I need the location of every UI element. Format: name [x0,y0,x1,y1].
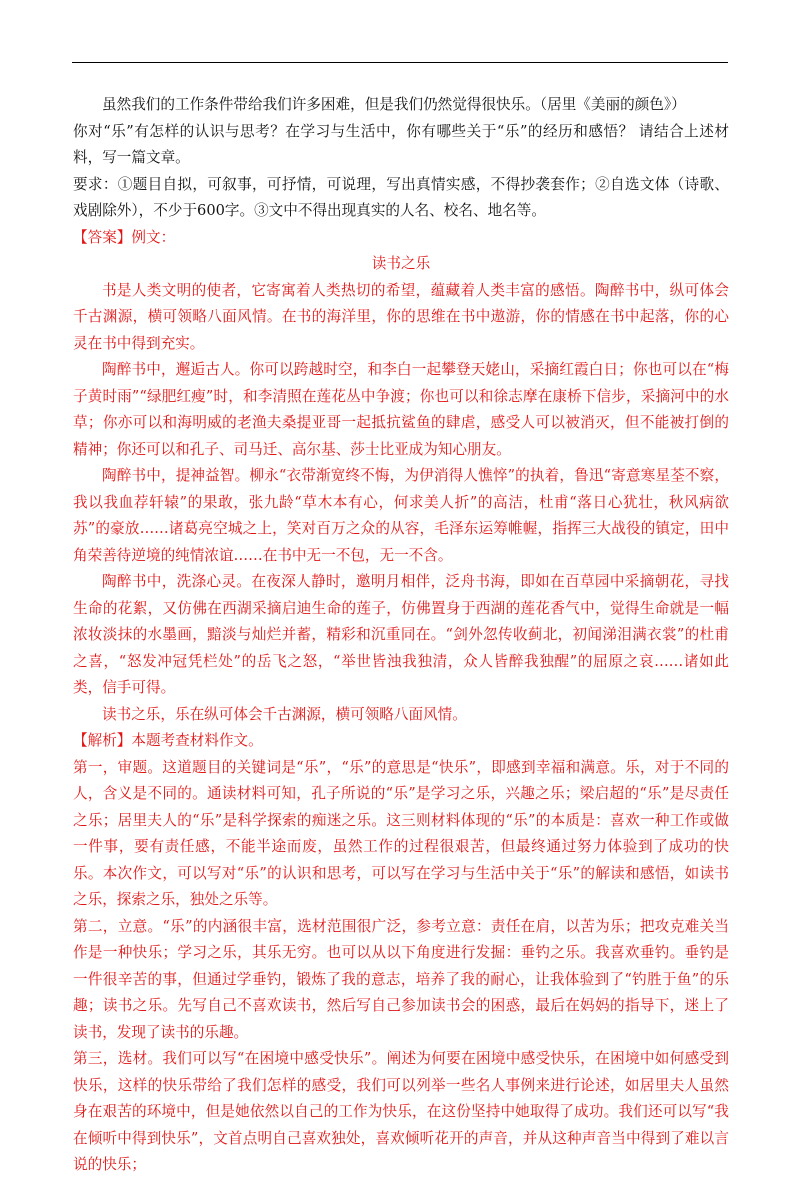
essay-paragraph: 书是人类文明的使者，它寄寓着人类热切的希望，蕴藏着人类丰富的感悟。陶醉书中，纵可体会千古渊源，横可领略八面风情。在书的海洋里，你的思维在书中遨游，你的情感在书中起落，你的心灵在书中得到充实。 [73,281,729,352]
analysis-header [73,728,729,755]
essay-paragraph: 陶醉书中，洗涤心灵。在夜深人静时，邀明月相伴，泛舟书海，即如在百草园中采摘朝花，寻找生命的花絮，又仿佛在西湖采摘启迪生命的莲子，仿佛置身于西湖的莲花香气中，觉得生命就是一幅浓妆淡抹的水墨画，黯淡与灿烂并蓄，精彩和沉重同在。“剑外忽传收蓟北，初闻涕泪满衣裳”的杜甫之喜，“怒发冲冠凭栏处”的岳飞之怒，“举世皆浊我独清，众人皆醉我独醒”的屈原之哀……诸如此类，信手可得。 [73,573,729,696]
question-prompt: 你对“乐”有怎样的认识与思考？在学习与生活中，你有哪些关于“乐”的经历和感悟？ 请结合上述材料，写一篇文章。 [73,122,729,166]
essay-title: 读书之乐 [371,255,431,272]
question-requirements: 要求：①题目自拟，可叙事，可抒情，可说理，写出真情实感，不得抄袭套作；②自选文体（诗歌、戏剧除外），不少于600字。③文中不得出现真实的人名、校名、地名等。 [73,175,729,219]
analysis-intro: 本题考查材料作文。 [131,732,263,749]
analysis-paragraph: 第三，选材。我们可以写“在困境中感受快乐”。阐述为何要在困境中感受快乐，在困境中如何感受到快乐，这样的快乐带给了我们怎样的感受，我们可以列举一些名人事例来进行论述，如居里夫人虽然身在艰苦的环境中，但是她依然以自己的工作为快乐，在这份坚持中她取得了成功。我们还可以写“我在倾听中得到快乐”，文首点明自己喜欢独处，喜欢倾听花开的声音，并从这种声音当中得到了难以言说的快乐； [73,1050,729,1173]
question-quote: 虽然我们的工作条件带给我们许多困难，但是我们仍然觉得很快乐。（居里《美丽的颜色》） [102,96,686,113]
answer-intro: 例文： [131,228,176,246]
answer-label: 【答案】 [73,228,132,246]
essay-paragraph: 读书之乐，乐在纵可体会千古渊源，横可领略八面风情。 [102,705,467,723]
essay-paragraph: 陶醉书中，提神益智。柳永“衣带渐宽终不悔，为伊消得人憔悴”的执着，鲁迅“寄意寒星荃不察，我以我血荐轩辕”的果敢，张九龄“草木本有心，何求美人折”的高洁，杜甫“落日心犹壮，秋风病欲苏”的豪放……诸葛亮空城之上，笑对百万之众的从容，毛泽东运筹帷幄，指挥三大战役的镇定，田中角荣善待逆境的纯情浓谊……在书中无一不包，无一不含。 [73,467,729,564]
analysis-paragraph: 第二，立意。“乐”的内涵很丰富，选材范围很广泛，参考立意：责任在肩，以苦为乐；把攻克难关当作是一种快乐；学习之乐，其乐无穷。也可以从以下角度进行发掘：垂钓之乐。我喜欢垂钓。垂钓是一件很辛苦的事，但通过学垂钓，锻炼了我的意志，培养了我的耐心，让我体验到了“钓胜于鱼”的乐趣；读书之乐。先写自己不喜欢读书，然后写自己参加读书会的困惑，最后在妈妈的指导下，迷上了读书，发现了读书的乐趣。 [73,917,729,1041]
document-body [73,92,729,1179]
answer-header [73,225,729,252]
analysis-paragraph: 第一，审题。这道题目的关键词是“乐”，“乐”的意思是“快乐”，即感到幸福和满意。乐，对于不同的人，含义是不同的。通读材料可知，孔子所说的“乐”是学习之乐，兴趣之乐；梁启超的“乐”是尽责任之乐；居里夫人的“乐”是科学探索的痴迷之乐。这三则材料体现的“乐”的本质是：喜欢一种工作或做一件事，要有责任感，不能半途而废，虽然工作的过程很艰苦，但最终通过努力体验到了成功的快乐。本次作文，可以写对“乐”的认识和思考，可以写在学习与生活中关于“乐”的解读和感悟，如读书之乐，探索之乐，独处之乐等。 [73,758,729,908]
header-rule [72,62,728,63]
essay-paragraph: 陶醉书中，邂逅古人。你可以跨越时空，和李白一起攀登天姥山，采摘红霞白日；你也可以在“梅子黄时雨”“绿肥红瘦”时，和李清照在莲花丛中争渡；你也可以和徐志摩在康桥下信步，采摘河中的水草；你亦可以和海明威的老渔夫桑提亚哥一起抵抗鲨鱼的肆虐，感受人可以被消灭，但不能被打倒的精神；你还可以和孔子、司马迁、高尔基、莎士比亚成为知心朋友。 [73,361,729,458]
analysis-label: 【解析】 [73,732,132,749]
